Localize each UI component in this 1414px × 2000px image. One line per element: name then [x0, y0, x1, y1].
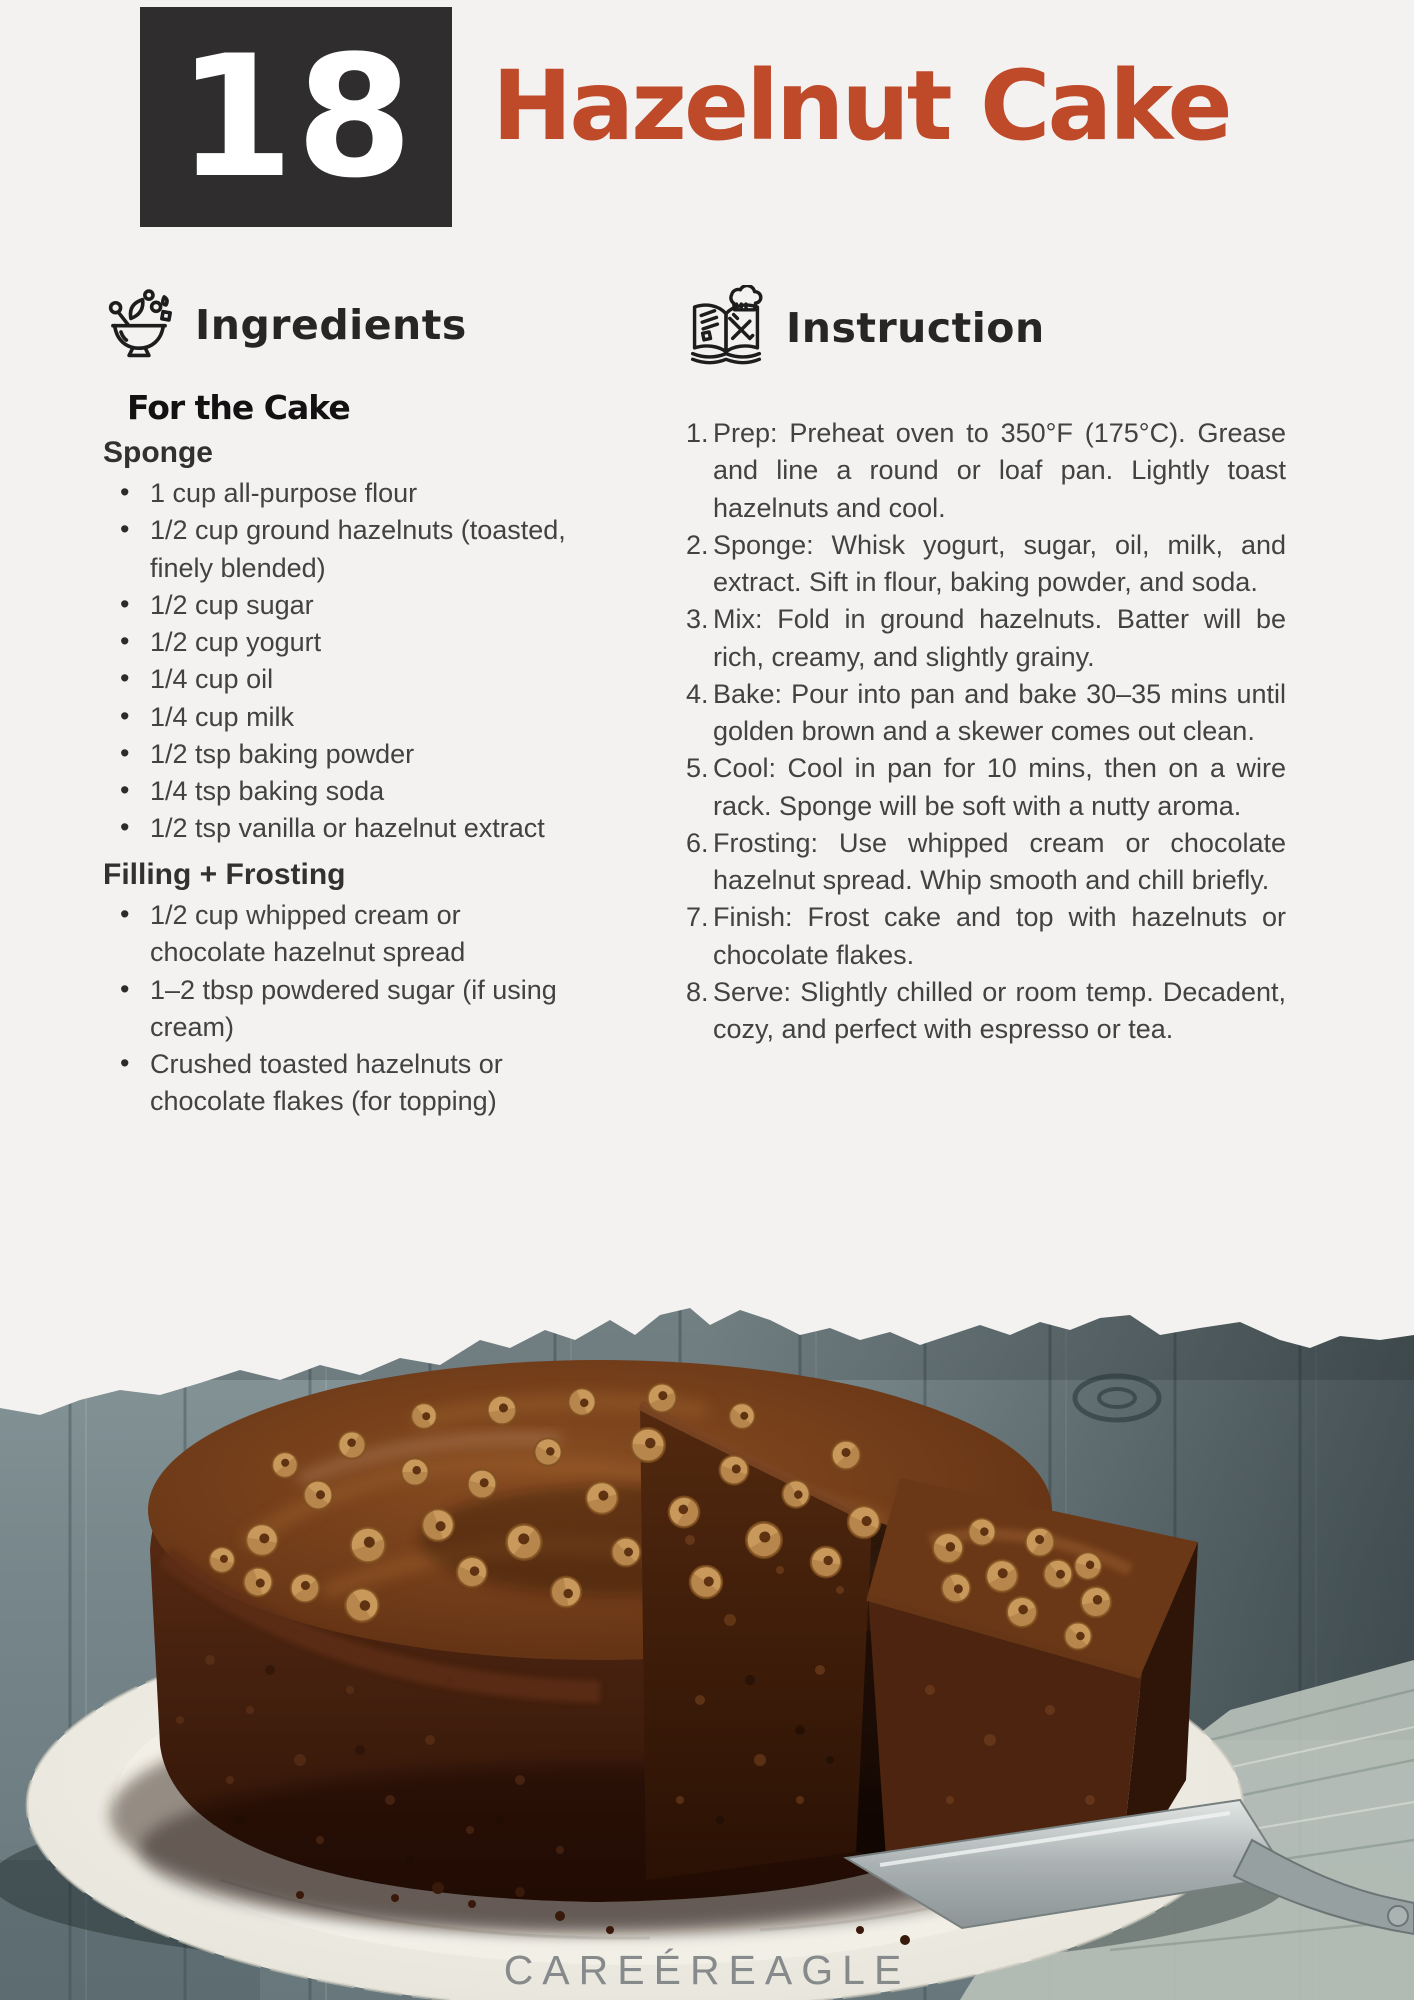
ingredient-group-label-filling: Filling + Frosting: [103, 857, 346, 891]
ingredient-item: • 1/2 cup yogurt: [150, 624, 573, 661]
ingredient-item: • Crushed toasted hazelnuts or chocolate flakes (for topping): [150, 1046, 573, 1121]
ingredient-item: • 1/2 cup ground hazelnuts (toasted, finely blended): [150, 512, 573, 587]
ingredient-item: • 1/2 cup sugar: [150, 587, 573, 624]
ingredients-bowl-icon: [103, 284, 175, 367]
ingredient-item: • 1/2 tsp baking powder: [150, 736, 573, 773]
ingredient-item: • 1/2 tsp vanilla or hazelnut extract: [150, 810, 573, 847]
ingredient-group-label-sponge: Sponge: [103, 435, 213, 469]
instruction-step: Bake: Pour into pan and bake 30–35 mins until golden brown and a skewer comes out clean.: [713, 678, 1286, 746]
watermark: CAREÉREAGLE: [503, 1947, 911, 1993]
sponge-ingredient-list: [103, 475, 573, 848]
instruction-step: Sponge: Whisk yogurt, sugar, oil, milk, and extract. Sift in flour, baking powder, and soda.: [713, 529, 1286, 597]
ingredient-item: • 1 cup all-purpose flour: [150, 475, 573, 512]
instruction-step: Mix: Fold in ground hazelnuts. Batter will be rich, creamy, and slightly grainy.: [713, 604, 1286, 672]
cookbook-icon: [686, 285, 766, 372]
ingredient-item: • 1–2 tbsp powdered sugar (if using cream): [150, 972, 573, 1047]
instructions-heading: Instruction: [786, 304, 1045, 352]
ingredient-item: • 1/4 cup milk: [150, 699, 573, 736]
ingredient-item: • 1/4 tsp baking soda: [150, 773, 573, 810]
cake-photo: [0, 1240, 1414, 2000]
page-title: Hazelnut Cake: [492, 50, 1230, 162]
ingredients-subheading: For the Cake: [127, 388, 350, 427]
ingredient-item: • 1/4 cup oil: [150, 661, 573, 698]
instruction-step: Cool: Cool in pan for 10 mins, then on a wire rack. Sponge will be soft with a nutty aroma.: [713, 753, 1286, 821]
instruction-step: Serve: Slightly chilled or room temp. Decadent, cozy, and perfect with espresso or tea.: [713, 976, 1286, 1044]
recipe-number: 18: [177, 19, 415, 215]
instructions-section: [686, 288, 1286, 1048]
ingredients-heading: Ingredients: [195, 301, 467, 349]
instruction-step: Frosting: Use whipped cream or chocolate hazelnut spread. Whip smooth and chill briefly.: [713, 827, 1286, 895]
filling-ingredient-list: [103, 897, 573, 1121]
recipe-number-box: [140, 7, 452, 227]
instruction-step: Finish: Frost cake and top with hazelnuts or chocolate flakes.: [713, 902, 1286, 970]
instruction-step: Prep: Preheat oven to 350°F (175°C). Grease and line a round or loaf pan. Lightly toast hazelnuts and cool.: [713, 418, 1286, 523]
ingredients-header: [103, 285, 573, 365]
ingredients-section: [103, 285, 573, 1121]
instruction-steps: [686, 415, 1286, 1048]
instructions-header: [686, 288, 1286, 368]
ingredient-item: • 1/2 cup whipped cream or chocolate hazelnut spread: [150, 897, 573, 972]
